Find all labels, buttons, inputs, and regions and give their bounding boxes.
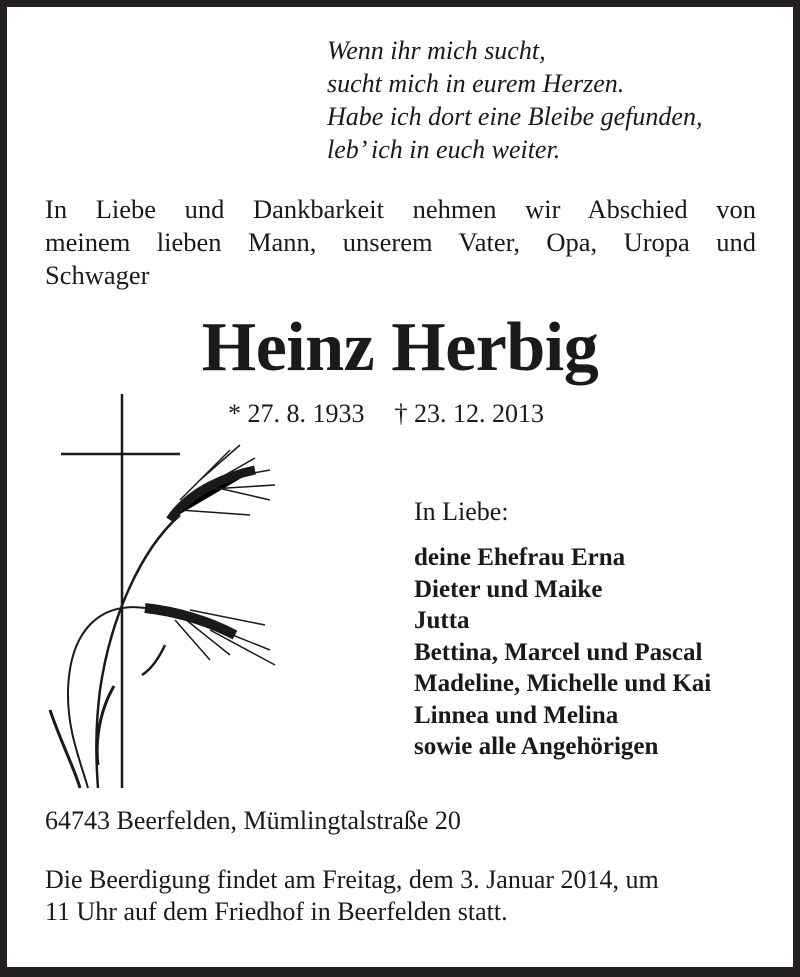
poem-line: Wenn ihr mich sucht, xyxy=(327,36,546,65)
death-date: † 23. 12. 2013 xyxy=(394,399,544,428)
birth-date: * 27. 8. 1933 xyxy=(228,399,365,428)
address: 64743 Beerfelden, Mümlingtalstraße 20 xyxy=(45,806,461,835)
intro-text xyxy=(45,193,756,292)
mourner: sowie alle Angehörigen xyxy=(414,733,659,760)
mourner: Madeline, Michelle und Kai xyxy=(414,670,712,697)
intro-line: In Liebe und Dankbarkeit nehmen wir Abschied von xyxy=(45,194,756,224)
mourner: Linnea und Melina xyxy=(414,701,619,729)
funeral-info xyxy=(45,864,659,928)
mourners-list xyxy=(414,542,711,763)
funeral-line: Die Beerdigung findet am Freitag, dem 3. Januar 2014, um xyxy=(45,865,659,894)
deceased-name: Heinz Herbig xyxy=(201,309,599,386)
mourners-heading: In Liebe: xyxy=(414,497,509,526)
funeral-line: 11 Uhr auf dem Friedhof in Beerfelden statt. xyxy=(45,897,508,926)
mourner: deine Ehefrau Erna xyxy=(414,544,626,571)
mourner: Dieter und Maike xyxy=(414,575,603,603)
mourner: Jutta xyxy=(414,607,470,634)
poem xyxy=(327,34,702,166)
poem-line: Habe ich dort eine Bleibe gefunden, xyxy=(327,102,703,131)
poem-line: leb’ ich in euch weiter. xyxy=(327,135,561,164)
intro-line: Schwager xyxy=(45,260,150,290)
poem-line: sucht mich in eurem Herzen. xyxy=(327,69,625,98)
cross-and-wheat-icon xyxy=(30,390,290,790)
mourner: Bettina, Marcel und Pascal xyxy=(414,638,703,666)
intro-line: meinem lieben Mann, unserem Vater, Opa, Uropa und xyxy=(45,227,756,257)
